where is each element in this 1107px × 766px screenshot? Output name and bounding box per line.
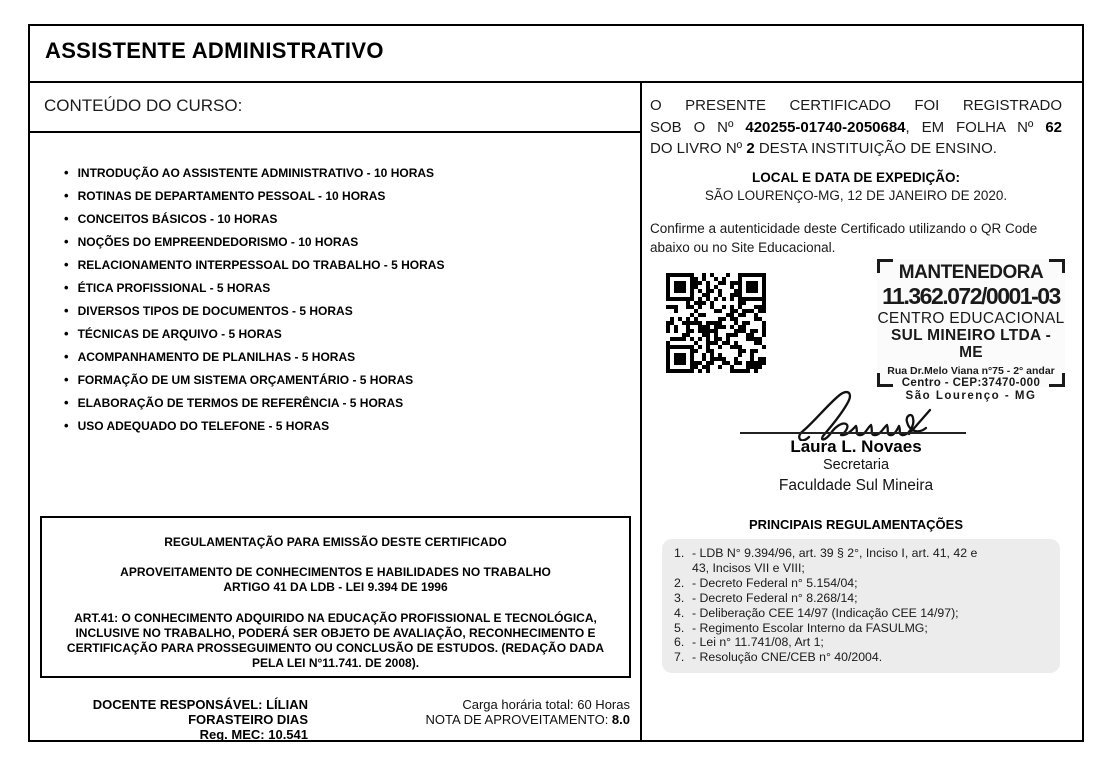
list-item: 5. - Regimento Escolar Interno da FASULMG;	[674, 620, 928, 635]
list-item: 2. - Decreto Federal n° 5.154/04;	[674, 575, 858, 590]
bullet-icon: •	[64, 372, 69, 387]
list-item: • FORMAÇÃO DE UM SISTEMA ORÇAMENTÁRIO - 5 HORAS	[64, 372, 414, 387]
regulation-box-subtitle: APROVEITAMENTO DE CONHECIMENTOS E HABILIDADES NO TRABALHO ARTIGO 41 DA LDB - LEI 9.394 DE 1996	[120, 565, 551, 594]
stamp-cnpj: 11.362.072/0001-03	[882, 283, 1060, 309]
stamp-city: São Lourenço - MG	[905, 390, 1037, 402]
page-title: ASSISTENTE ADMINISTRATIVO	[45, 38, 384, 63]
list-item: • CONCEITOS BÁSICOS - 10 HORAS	[64, 211, 278, 226]
registration-number: 420255-01740-2050684	[745, 118, 906, 136]
bullet-icon: •	[64, 326, 69, 341]
signatory-role: Secretaria	[822, 457, 890, 473]
bullet-icon: •	[64, 188, 69, 203]
signatory-block	[718, 437, 994, 497]
list-item: • DIVERSOS TIPOS DE DOCUMENTOS - 5 HORAS	[64, 303, 353, 318]
teacher-info	[40, 697, 308, 742]
signatory-institution: Faculdade Sul Mineira	[778, 477, 934, 494]
stamp-corner-icon	[1049, 373, 1065, 387]
list-item: 1. - LDB N° 9.394/96, art. 39 § 2°, Inciso I, art. 41, 42 e 43, Incisos VII e VIII;	[674, 546, 978, 575]
bullet-icon: •	[64, 349, 69, 364]
stamp-address: Rua Dr.Melo Viana n°75 - 2° andar	[887, 365, 1055, 377]
folha-number: 62	[1045, 118, 1062, 136]
regulation-box	[40, 516, 631, 678]
regulations-list	[674, 546, 1050, 665]
grade-line: NOTA DE APROVEITAMENTO: 8.0	[425, 712, 630, 727]
list-item: • ELABORAÇÃO DE TERMOS DE REFERÊNCIA - 5 HORAS	[64, 395, 404, 410]
list-item: • ACOMPANHAMENTO DE PLANILHAS - 5 HORAS	[64, 349, 356, 364]
stamp-org-line1: CENTRO EDUCACIONAL	[877, 310, 1065, 327]
list-item: 4. - Deliberação CEE 14/97 (Indicação CEE 14/97);	[674, 605, 959, 620]
list-item: • TÉCNICAS DE ARQUIVO - 5 HORAS	[64, 326, 282, 341]
qr-code	[666, 272, 766, 374]
stamp-corner-icon	[877, 373, 893, 387]
bullet-icon: •	[64, 211, 69, 226]
stamp-cep: Centro - CEP:37470-000	[901, 377, 1041, 389]
bullet-icon: •	[64, 165, 69, 180]
bullet-icon: •	[64, 234, 69, 249]
list-item: 7. - Resolução CNE/CEB n° 40/2004.	[674, 650, 883, 665]
stamp-mantenedora: MANTENEDORA	[898, 262, 1044, 283]
stamp-corner-icon	[877, 259, 893, 273]
issue-value: SÃO LOURENÇO-MG, 12 DE JANEIRO DE 2020.	[704, 188, 1008, 203]
bullet-icon: •	[64, 257, 69, 272]
issue-label: LOCAL E DATA DE EXPEDIÇÃO:	[751, 170, 960, 185]
list-item: • ÉTICA PROFISSIONAL - 5 HORAS	[64, 280, 271, 295]
list-item: 3. - Decreto Federal n° 8.268/14;	[674, 590, 858, 605]
bullet-icon: •	[64, 303, 69, 318]
issue-place-date	[650, 169, 1062, 205]
signature-line	[740, 432, 966, 434]
content-heading-divider	[28, 131, 642, 133]
bullet-icon: •	[64, 395, 69, 410]
column-divider	[640, 81, 642, 742]
stamp-corner-icon	[1049, 259, 1065, 273]
course-load-info	[330, 697, 630, 727]
list-item: • NOÇÕES DO EMPREENDEDORISMO - 10 HORAS	[64, 234, 359, 249]
list-item: • RELACIONAMENTO INTERPESSOAL DO TRABALHO - 5 HORAS	[64, 257, 445, 272]
course-topics-list	[64, 161, 624, 437]
stamp-org-line2: SUL MINEIRO LTDA - ME	[890, 327, 1052, 361]
institution-stamp	[877, 259, 1065, 402]
regulations-list-box	[662, 539, 1060, 673]
registration-statement: O PRESENTE CERTIFICADO FOI REGISTRADO SOB O Nº 420255-01740-2050684, EM FOLHA Nº 62 DO LIVRO Nº 2 DESTA INSTITUIÇÃO DE ENSINO.	[650, 97, 1062, 157]
teacher-mec-registration: Reg. MEC: 10.541	[199, 727, 308, 742]
grade-value: 8.0	[611, 712, 630, 727]
livro-number: 2	[746, 140, 755, 157]
title-divider	[28, 81, 1084, 83]
list-item: • ROTINAS DE DEPARTAMENTO PESSOAL - 10 HORAS	[64, 188, 386, 203]
regulations-heading: PRINCIPAIS REGULAMENTAÇÕES	[748, 517, 964, 532]
total-hours: Carga horária total: 60 Horas	[462, 697, 630, 712]
list-item: • USO ADEQUADO DO TELEFONE - 5 HORAS	[64, 418, 330, 433]
authenticity-note: Confirme a autenticidade deste Certificado utilizando o QR Code abaixo ou no Site Educacional.	[650, 221, 1038, 255]
bullet-icon: •	[64, 280, 69, 295]
course-content-heading: CONTEÚDO DO CURSO:	[44, 96, 243, 115]
list-item: • INTRODUÇÃO AO ASSISTENTE ADMINISTRATIVO - 10 HORAS	[64, 165, 435, 180]
regulation-box-body: ART.41: O CONHECIMENTO ADQUIRIDO NA EDUCAÇÃO PROFISSIONAL E TECNOLÓGICA, INCLUSIVE NO TRABALHO, PODERÁ SER OBJETO DE AVALIAÇÃO, RECONHECIMENTO E CERTIFICAÇÃO PARA PROSSEGUIMENTO OU CONCLUSÃO DE ESTUDOS. (REDAÇÃO DADA PELA LEI N°11.741. DE 2008).	[66, 611, 605, 670]
signatory-name: Laura L. Novaes	[790, 437, 922, 456]
list-item: 6. - Lei n° 11.741/08, Art 1;	[674, 635, 824, 650]
bullet-icon: •	[64, 418, 69, 433]
regulation-box-title: REGULAMENTAÇÃO PARA EMISSÃO DESTE CERTIFICADO	[164, 535, 507, 549]
teacher-name: DOCENTE RESPONSÁVEL: LÍLIAN FORASTEIRO DIAS	[92, 697, 308, 727]
